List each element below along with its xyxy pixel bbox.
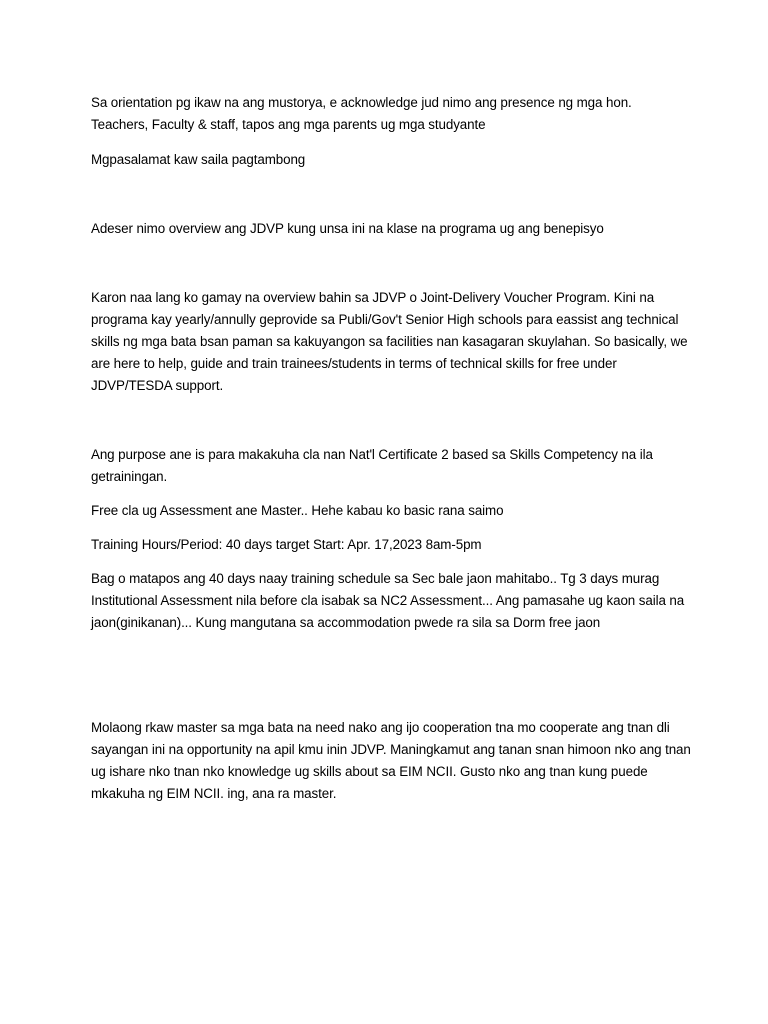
paragraph-thanks: Mgpasalamat kaw saila pagtambong (91, 152, 306, 167)
paragraph-free-assessment: Free cla ug Assessment ane Master.. Hehe kabau ko basic rana saimo (91, 503, 504, 518)
paragraph-overview-prompt: Adeser nimo overview ang JDVP kung unsa ini na klase na programa ug ang benepisyo (91, 221, 604, 236)
paragraph-purpose: Ang purpose ane is para makakuha cla nan Nat'l Certificate 2 based sa Skills Competency na ila getrainingan. (91, 447, 653, 484)
paragraph-schedule: Bag o matapos ang 40 days naay training schedule sa Sec bale jaon mahitabo.. Tg 3 days murag Institutional Assessment nila before cla isabak sa NC2 Assessment... Ang pamasahe ug kaon saila na jaon(ginikanan)... Kung mangutana sa accommodation pwede ra sila sa Dorm free jaon (91, 571, 685, 630)
paragraph-orientation: Sa orientation pg ikaw na ang mustorya, e acknowledge jud nimo ang presence ng mga hon. Teachers, Faculty & staff, tapos ang mga parents ug mga studyante (91, 95, 632, 132)
paragraph-training-hours: Training Hours/Period: 40 days target Start: Apr. 17,2023 8am-5pm (91, 537, 482, 552)
paragraph-jdvp-overview: Karon naa lang ko gamay na overview bahin sa JDVP o Joint-Delivery Voucher Program. Kini na programa kay yearly/annully geprovide sa Publi/Gov't Senior High schools para eassist ang technical skills ng mga bata bsan paman sa kakuyangon sa facilities nan kasagaran skuylahan. So basically, we are here to help, guide and train trainees/students in terms of technical skills for free under JDVP/TESDA support. (91, 290, 688, 393)
paragraph-closing: Molaong rkaw master sa mga bata na need nako ang ijo cooperation tna mo cooperate ang tnan dli sayangan ini na opportunity na apil kmu inin JDVP. Maningkamut ang tanan snan himoon nko ang tnan ug ishare nko tnan nko knowledge ug skills about sa EIM NCII. Gusto nko ang tnan kung puede mkakuha ng EIM NCII. ing, ana ra master. (91, 720, 691, 801)
